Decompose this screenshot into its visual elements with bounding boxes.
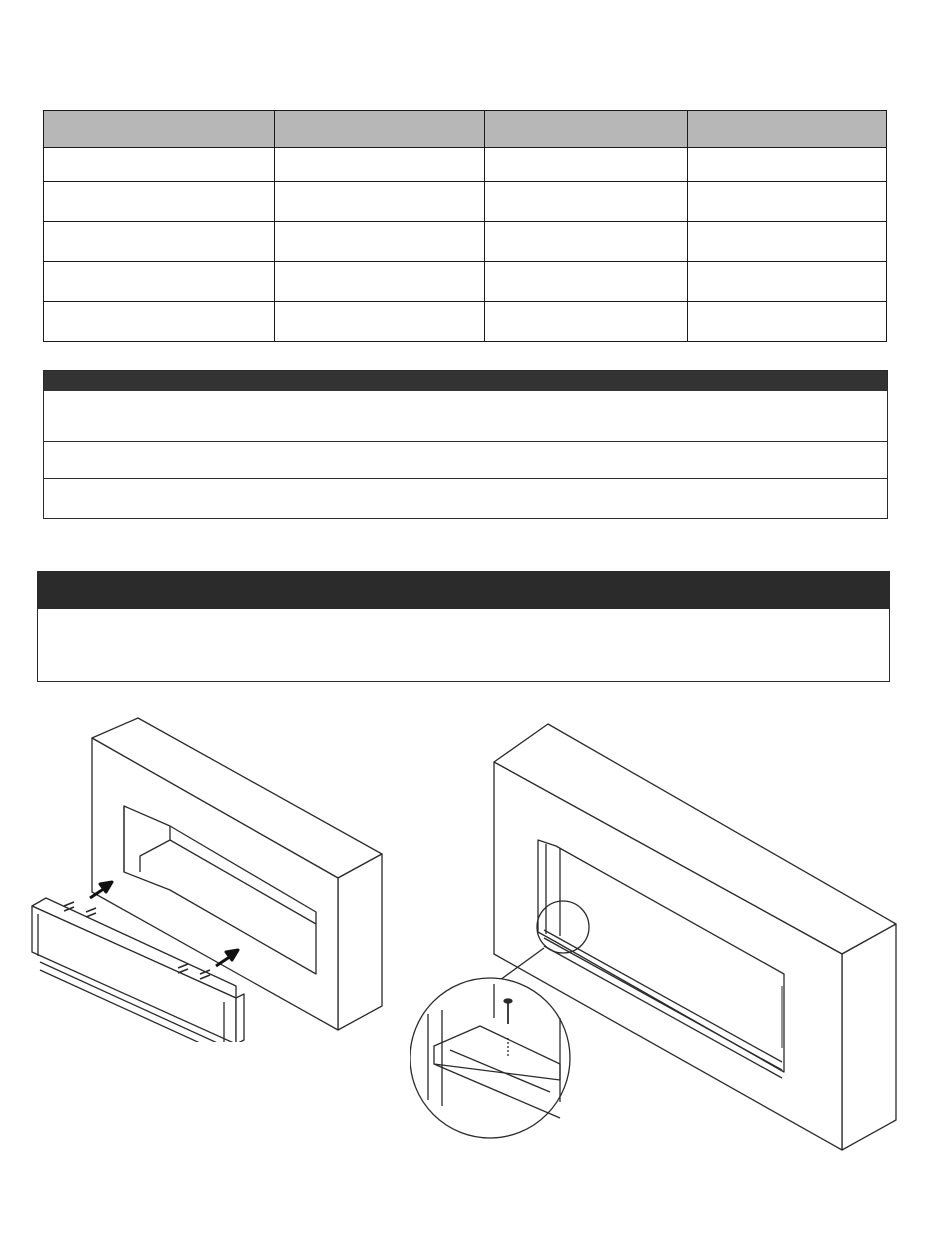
spec-table <box>43 110 887 342</box>
spec-table-header-row <box>44 111 887 148</box>
table-cell <box>44 262 275 302</box>
notes-row <box>44 478 887 518</box>
spec-header-cell <box>485 111 688 148</box>
table-cell <box>44 182 275 222</box>
table-row <box>44 222 887 262</box>
table-cell <box>485 148 688 182</box>
section-body <box>38 609 889 681</box>
table-cell <box>688 222 887 262</box>
notes-row <box>44 441 887 478</box>
table-cell <box>44 222 275 262</box>
installed-unit-illustration <box>410 718 900 1158</box>
table-row <box>44 182 887 222</box>
screw-detail-drawing <box>410 978 570 1138</box>
table-cell <box>688 302 887 342</box>
section-box <box>37 571 890 682</box>
table-cell <box>688 262 887 302</box>
notes-box <box>43 370 888 519</box>
table-row <box>44 302 887 342</box>
table-cell <box>275 148 485 182</box>
notes-heading <box>44 371 887 391</box>
table-cell <box>485 182 688 222</box>
table-row <box>44 148 887 182</box>
section-heading <box>38 572 889 609</box>
table-cell <box>485 302 688 342</box>
notes-row <box>44 391 887 441</box>
table-cell <box>44 148 275 182</box>
table-cell <box>275 262 485 302</box>
spec-header-cell <box>688 111 887 148</box>
table-row <box>44 262 887 302</box>
table-cell <box>44 302 275 342</box>
table-cell <box>275 222 485 262</box>
spec-header-cell <box>44 111 275 148</box>
table-cell <box>275 182 485 222</box>
table-cell <box>485 262 688 302</box>
insert-unit-illustration <box>20 712 400 1042</box>
table-cell <box>688 148 887 182</box>
spec-header-cell <box>275 111 485 148</box>
table-cell <box>275 302 485 342</box>
table-cell <box>485 222 688 262</box>
table-cell <box>688 182 887 222</box>
